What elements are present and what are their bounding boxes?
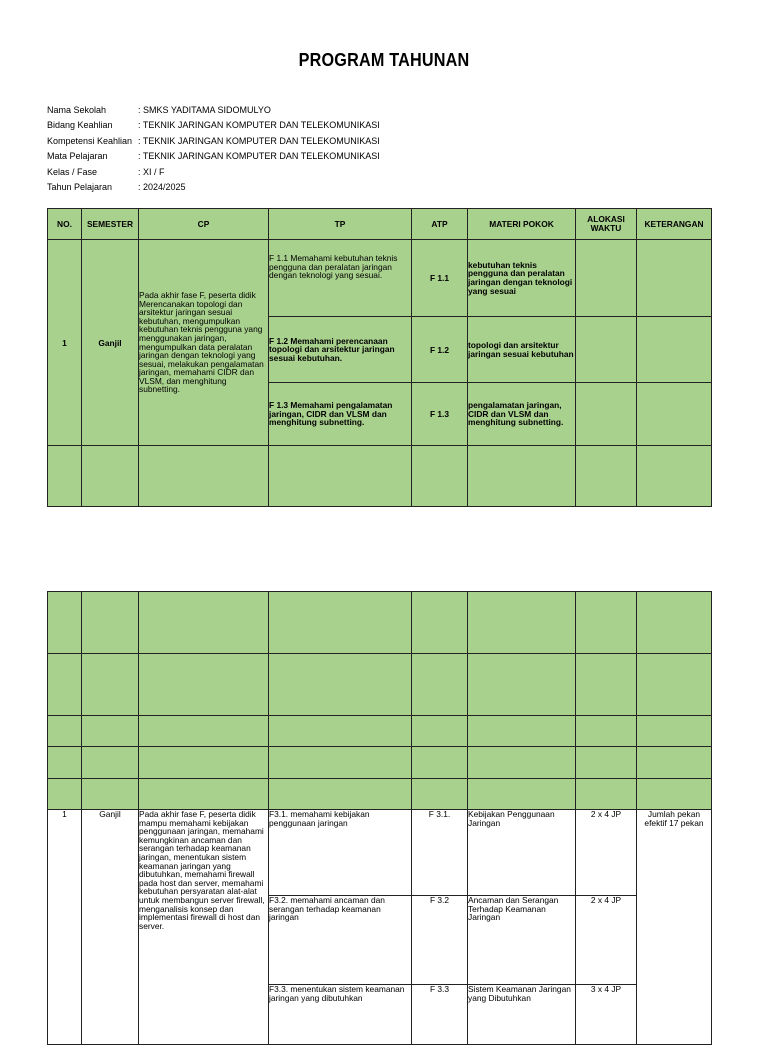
header-materi: MATERI POKOK xyxy=(468,209,576,240)
info-value: : TEKNIK JARINGAN KOMPUTER DAN TELEKOMUNIKASI xyxy=(138,120,380,131)
school-info xyxy=(47,103,380,195)
header-alokasi: ALOKASI WAKTU xyxy=(576,209,637,240)
table-row xyxy=(48,240,712,317)
cell-tp: F 1.2 Memahami perencanaan topologi dan arsitektur jaringan sesuai kebutuhan. xyxy=(269,317,412,383)
cell-atp: F 3.2 xyxy=(412,896,468,985)
cell-materi: kebutuhan teknis pengguna dan peralatan jaringan dengan teknologi yang sesuai xyxy=(468,240,576,317)
cell-alokasi xyxy=(576,240,637,317)
cell-atp: F 1.1 xyxy=(412,240,468,317)
table-row-empty xyxy=(48,592,712,654)
page-title: PROGRAM TAHUNAN xyxy=(298,50,470,70)
cell-materi: Ancaman dan Serangan Terhadap Keamanan Jaringan xyxy=(468,896,576,985)
cell-keterangan xyxy=(637,240,712,317)
header-atp: ATP xyxy=(412,209,468,240)
cell-no: 1 xyxy=(48,810,82,1045)
cell-materi: Kebijakan Penggunaan Jaringan xyxy=(468,810,576,896)
info-label: Mata Pelajaran xyxy=(47,151,108,162)
info-label: Tahun Pelajaran xyxy=(47,182,113,193)
cell-atp: F 1.3 xyxy=(412,383,468,446)
cell-alokasi: 3 x 4 JP xyxy=(576,985,637,1045)
table-row-empty xyxy=(48,747,712,779)
info-row-field xyxy=(47,118,380,133)
header-no: NO. xyxy=(48,209,82,240)
info-value: : SMKS YADITAMA SIDOMULYO xyxy=(138,105,271,115)
cell-keterangan xyxy=(637,383,712,446)
cell-atp: F 3.3 xyxy=(412,985,468,1045)
cell-cp: Pada akhir fase F, peserta didik mampu memahami kebijakan penggunaan jaringan, memahami kemungkinan ancaman dan serangan terhadap keamanan jaringan, menentukan sistem keamanan jaringan yang dibutuhkan, memahami firewall pada host dan server, memahami kebutuhan persyaratan alat-alat untuk membangun server firewall, menganalisis konsep dan implementasi firewall di host dan server. xyxy=(139,810,269,1045)
cell-tp: F 1.3 Memahami pengalamatan jaringan, CIDR dan VLSM dan menghitung subnetting. xyxy=(269,383,412,446)
cell-materi: Sistem Keamanan Jaringan yang Dibutuhkan xyxy=(468,985,576,1045)
header-keterangan: KETERANGAN xyxy=(637,209,712,240)
header-tp: TP xyxy=(269,209,412,240)
info-value: : XI / F xyxy=(138,166,165,177)
cell-atp: F 1.2 xyxy=(412,317,468,383)
cell-semester: Ganjil xyxy=(82,810,139,1045)
table-row-empty xyxy=(48,446,712,507)
cell-alokasi xyxy=(576,317,637,383)
cell-materi: pengalamatan jaringan, CIDR dan VLSM dan menghitung subnetting. xyxy=(468,383,576,446)
cell-tp: F3.1. memahami kebijakan penggunaan jaringan xyxy=(269,810,412,896)
table-row-empty xyxy=(48,716,712,747)
info-value: : TEKNIK JARINGAN KOMPUTER DAN TELEKOMUNIKASI xyxy=(138,151,380,162)
info-label: Kompetensi Keahlian xyxy=(47,135,133,146)
cell-atp: F 3.1. xyxy=(412,810,468,896)
info-row-year xyxy=(47,180,380,195)
cell-no: 1 xyxy=(48,240,82,446)
info-label: Kelas / Fase xyxy=(47,166,98,177)
info-row-competency xyxy=(47,134,380,149)
info-value: : TEKNIK JARINGAN KOMPUTER DAN TELEKOMUNIKASI xyxy=(138,135,380,146)
info-row-class xyxy=(47,165,380,180)
header-cp: CP xyxy=(139,209,269,240)
table-row-empty xyxy=(48,654,712,716)
cell-keterangan: Jumlah pekan efektif 17 pekan xyxy=(637,810,712,1045)
cell-alokasi: 2 x 4 JP xyxy=(576,896,637,985)
cell-tp: F3.2. memahami ancaman dan serangan terhadap keamanan jaringan xyxy=(269,896,412,985)
info-row-school xyxy=(47,103,380,118)
cell-alokasi xyxy=(576,383,637,446)
table-row-empty xyxy=(48,779,712,810)
program-table-semester-1 xyxy=(47,208,712,507)
cell-semester: Ganjil xyxy=(82,240,139,446)
cell-materi: topologi dan arsitektur jaringan sesuai kebutuhan xyxy=(468,317,576,383)
info-label: Bidang Keahlian xyxy=(47,120,113,131)
cell-alokasi: 2 x 4 JP xyxy=(576,810,637,896)
cell-tp: F 1.1 Memahami kebutuhan teknis pengguna dan peralatan jaringan dengan teknologi yang sesuai. xyxy=(269,240,412,317)
cell-keterangan xyxy=(637,317,712,383)
program-table-semester-2 xyxy=(47,591,712,1045)
cell-cp: Pada akhir fase F, peserta didik Merencanakan topologi dan arsitektur jaringan sesuai kebutuhan, mengumpulkan kebutuhan teknis pengguna yang menggunakan jaringan, mengumpulkan data peralatan jaringan dengan teknologi yang sesuai, melakukan pengalamatan jaringan, memahami CIDR dan VLSM, dan menghitung subnetting. xyxy=(139,240,269,446)
table-row xyxy=(48,810,712,896)
cell-tp: F3.3. menentukan sistem keamanan jaringan yang dibutuhkan xyxy=(269,985,412,1045)
header-semester: SEMESTER xyxy=(82,209,139,240)
info-value: : 2024/2025 xyxy=(138,182,186,193)
info-row-subject xyxy=(47,149,380,164)
info-label: Nama Sekolah xyxy=(47,105,107,115)
table-header-row xyxy=(48,209,712,240)
